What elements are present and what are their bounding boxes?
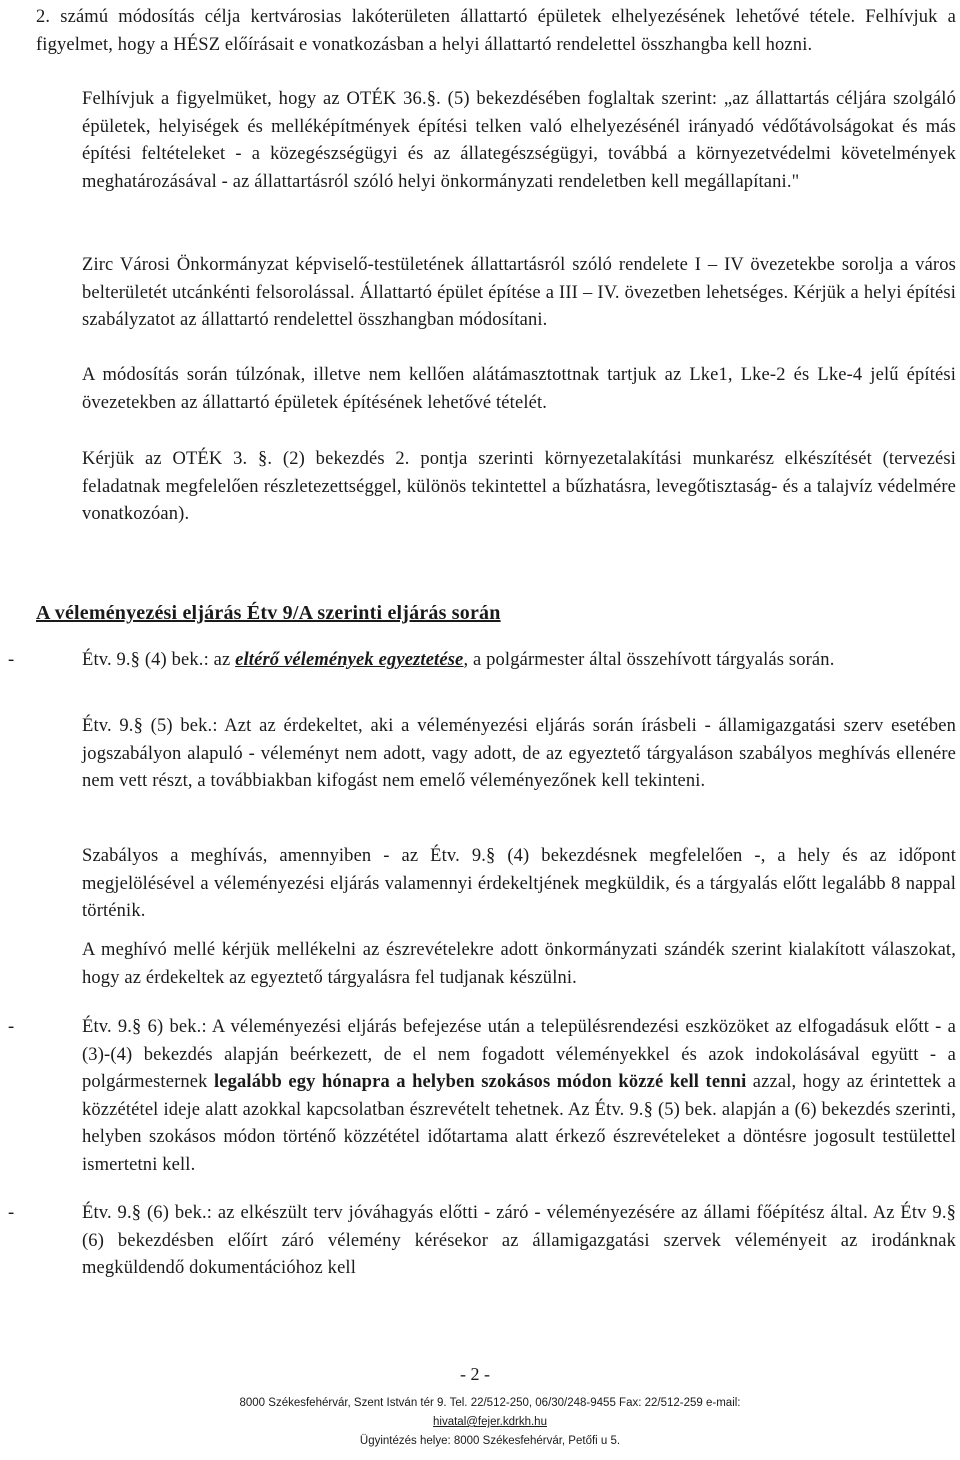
etv-9-4-prefix: Étv. 9.§ (4) bek.: az [82,650,236,670]
bullet-etv-9-6-final-opinion: Étv. 9.§ (6) bek.: az elkészült terv jóváhagyás előtti - záró - véleményezésére az állami főépítész által. Az Étv 9.§ (6) bekezdésben előírt záró vélemény kérésekor az államigazgatási szervek véleményeit az irodánknak megküldendő dokumentációhoz kell [82,1203,956,1278]
paragraph-modification-2: 2. számú módosítás célja kertvárosias lakóterületen állattartó épületek elhelyezésének lehetővé tétele. Felhívjuk a figyelmet, hogy a HÉSZ előírásait e vonatkozásban a helyi állattartó rendelettel összhangba kell hozni. [36,7,956,55]
paragraph-etv-9-5: Étv. 9.§ (5) bek.: Azt az érdekeltet, aki a véleményezési eljárás során írásbeli - államigazgatási szerv esetében jogszabályon alapuló - véleményt nem adott, vagy adott, de az egyeztető tárgyaláson szabályos meghívás ellenére nem vett részt, a továbbiakban kifogást nem emelő véleményezőnek kell tekinteni. [82,716,956,791]
bullet-dash-3: - [8,1203,15,1223]
footer-client-service: Ügyintézés helye: 8000 Székesfehérvár, Petőfi u 5. [359,1435,621,1447]
etv-9-4-emphasis: eltérő vélemények egyeztetése [235,650,464,670]
etv-9-4-suffix: , a polgármester által összehívott tárgyalás során. [463,650,835,670]
paragraph-invitation-attachments: A meghívó mellé kérjük mellékelni az észrevételekre adott önkormányzati szándék szerint kialakított válaszokat, hogy az érdekeltek az egyeztető tárgyalásra fel tudjanak készülni. [82,940,956,988]
bullet-etv-9-4 [82,647,956,675]
footer-email-line [80,1413,900,1431]
bullet-dash-1: - [8,650,15,670]
page-number: - 2 - [460,1364,490,1384]
paragraph-zirc-regulation: Zirc Városi Önkormányzat képviselő-testületének állattartásról szóló rendelete I – IV övezetekbe sorolja a város belterületét utcánkénti felsorolással. Állattartó épület építése a III – IV. övezetben lehetséges. Kérjük a helyi építési szabályzatot az állattartó rendelettel összhangban módosítani. [82,255,956,330]
paragraph-otek-36: Felhívjuk a figyelmüket, hogy az OTÉK 36.§. (5) bekezdésében foglaltak szerint: „az állattartás céljára szolgáló épületek, helyiségek és melléképítmények építési telken való elhelyezésénél irányadó védőtávolságokat és más építési feltételeket - a közegészségügyi és az állategészségügyi, továbbá a környezetvédelmi követelmények meghatározásával - az állattartásról szóló helyi önkormányzati rendeletben kell megállapítani." [82,89,956,192]
paragraph-otek-3: Kérjük az OTÉK 3. §. (2) bekezdés 2. pontja szerinti környezetalakítási munkarész elkészítését (tervezési feladatnak megfelelően részletezettséggel, különös tekintettel a bűzhatásra, levegőtisztaság- és a talajvíz védelmére vonatkozóan). [82,449,956,524]
etv-9-6-suffix: azzal, hogy az érintettek a közzététel ideje alatt azokkal kapcsolatban észrevételt tehetnek. Az Étv. 9.§ (5) bek. alapján a (6) bekezdés szerinti, helyben szokásos módon történő közzététel időtartama alatt érkező észrevételeket a döntésre jogosult testülettel ismertetni kell. [82,1072,957,1175]
bullet-dash-2: - [8,1017,15,1037]
etv-9-6-bold: legalább egy hónapra a helyben szokásos módon közzé kell tenni [213,1072,747,1092]
section-heading: A véleményezési eljárás Étv 9/A szerinti eljárás során [36,602,501,624]
paragraph-lke-zones: A módosítás során túlzónak, illetve nem kellően alátámasztottnak tartjuk az Lke1, Lke-2 és Lke-4 jelű építési övezetekben az állattartó épületek építésének lehetővé tételét. [82,365,956,413]
footer-address: 8000 Székesfehérvár, Szent István tér 9. Tel. 22/512-250, 06/30/248-9455 Fax: 22/512-259 e-mail: [239,1397,741,1409]
etv-9-6-prefix: Étv. 9.§ 6) bek.: A véleményezési eljárás befejezése után a településrendezési eszközöket az elfogadásuk előtt - a (3)-(4) bekezdés alapján beérkezett, de el nem fogadott véleményekkel és azok indokolásával együtt - a polgármesternek [82,1017,956,1092]
footer-email-link[interactable]: hivatal@fejer.kdrkh.hu [433,1416,547,1428]
bullet-etv-9-6-publication [82,1014,956,1179]
paragraph-regular-invitation: Szabályos a meghívás, amennyiben - az Étv. 9.§ (4) bekezdésnek megfelelően -, a hely és az időpont megjelölésével a véleményezési eljárás valamennyi érdekeltjének megküldik, és a tárgyalás előtt legalább 8 nappal történik. [82,846,956,921]
